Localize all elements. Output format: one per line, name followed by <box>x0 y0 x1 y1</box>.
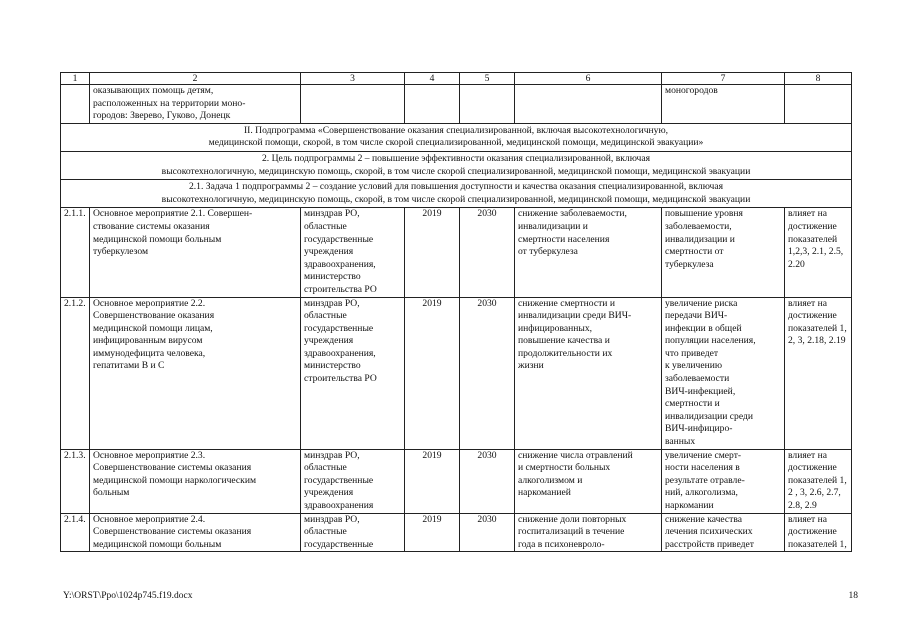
measure-executor-line: строительства РО <box>304 283 377 295</box>
measure-indicator-link-line: 2, 3, 2.18, 2.19 <box>788 335 846 347</box>
goal-row <box>61 151 852 179</box>
measure-name-line: инфицированным вирусом <box>93 335 203 347</box>
measure-expected-result-line: жизни <box>518 360 544 372</box>
cont-result-cell <box>515 85 662 124</box>
goal-heading <box>61 151 852 179</box>
measure-number: 2.1.3. <box>61 449 90 513</box>
cont-name-line: городов: Зверево, Гуково, Донецк <box>93 110 231 122</box>
measure-executor-line: областные <box>304 462 347 474</box>
cont-exec-cell <box>301 85 405 124</box>
footer-file-path: Y:\ORST\Ppo\1024p745.f19.docx <box>63 591 193 601</box>
measure-executor-line: учреждения <box>304 246 354 258</box>
measure-row <box>61 208 852 297</box>
measure-executor-line: министерство <box>304 360 361 372</box>
cont-start-cell <box>405 85 460 124</box>
measure-end-year: 2030 <box>460 449 515 513</box>
measure-nonrealization-effect-line: заболеваемости, <box>665 220 732 232</box>
measure-nonrealization-effect-line: результате отравле- <box>665 474 745 486</box>
measure-indicator-link-line: 1,2,3, 2.1, 2.5, <box>788 246 844 258</box>
measure-expected-result <box>515 208 662 297</box>
measure-expected-result-line: инфицированных, <box>518 322 593 334</box>
measure-executor <box>301 208 405 297</box>
col-number-4: 4 <box>405 73 460 85</box>
measure-executor-line: минздрав РО, <box>304 449 360 461</box>
cont-name-line: расположенных на территории моно- <box>93 97 246 109</box>
measure-expected-result-line: снижение заболеваемости, <box>518 208 627 220</box>
continued-row <box>61 85 852 124</box>
measure-nonrealization-effect-line: расстройств приведет <box>665 538 754 550</box>
measure-executor-line: министерство <box>304 271 361 283</box>
cont-link-cell <box>785 85 852 124</box>
measure-row <box>61 297 852 449</box>
measure-nonrealization-effect-line: увеличение смерт- <box>665 449 742 461</box>
measure-nonrealization-effect-line: инвалидизации среди <box>665 410 754 422</box>
measure-expected-result-line: от туберкулеза <box>518 246 578 258</box>
measure-name <box>90 449 301 513</box>
measure-nonrealization-effect-line: ний, алкоголизма, <box>665 487 738 499</box>
measure-executor-line: здравоохранения, <box>304 347 376 359</box>
task-line: 2.1. Задача 1 подпрограммы 2 – создание условий для повышения доступности и качества оказания специализированной, включая <box>188 181 723 193</box>
measure-row <box>61 449 852 513</box>
measure-nonrealization-effect-line: инвалидизации и <box>665 233 735 245</box>
measure-indicator-link-line: влияет на <box>788 297 827 309</box>
measure-indicator-link-line: показателей 1, <box>788 474 847 486</box>
cont-num-cell <box>61 85 90 124</box>
subprogram-heading-row <box>61 123 852 151</box>
measure-executor-line: учреждения <box>304 335 354 347</box>
cont-name-line: оказывающих помощь детям, <box>93 85 214 96</box>
measure-executor-line: государственные <box>304 538 374 550</box>
measure-nonrealization-effect-line: увеличение риска <box>665 297 738 309</box>
measure-executor <box>301 513 405 552</box>
measure-nonrealization-effect-line: заболеваемости <box>665 373 730 385</box>
measure-executor-line: государственные <box>304 474 374 486</box>
measure-expected-result-line: инвалидизации и <box>518 220 588 232</box>
measure-name-line: медицинской помощи больным <box>93 538 222 550</box>
measure-nonrealization-effect-line: повышение уровня <box>665 208 743 220</box>
measure-nonrealization-effect-line: передачи ВИЧ- <box>665 310 728 322</box>
measure-expected-result-line: снижение смертности и <box>518 297 615 309</box>
measure-expected-result-line: года в психоневроло- <box>518 538 605 550</box>
measure-name-line: иммунодефицита человека, <box>93 347 206 359</box>
measure-name <box>90 297 301 449</box>
measure-nonrealization-effect-line: наркомании <box>665 500 714 511</box>
measure-nonrealization-effect-line: ности населения в <box>665 462 740 474</box>
col-number-2: 2 <box>90 73 301 85</box>
measure-name-line: Основное мероприятие 2.3. <box>93 449 206 461</box>
measure-indicator-link-line: достижение <box>788 462 837 474</box>
measure-start-year: 2019 <box>405 208 460 297</box>
measure-name-line: Совершенствование оказания <box>93 310 215 322</box>
measure-indicator-link <box>785 513 852 552</box>
measure-expected-result-line: алкоголизмом и <box>518 474 583 486</box>
col-number-5: 5 <box>460 73 515 85</box>
measure-indicator-link-line: достижение <box>788 526 837 538</box>
measure-executor <box>301 297 405 449</box>
measure-nonrealization-effect-line: ВИЧ-инфекцией, <box>665 385 736 397</box>
measure-executor-line: областные <box>304 310 347 322</box>
measure-executor-line: здравоохранения <box>304 500 374 511</box>
measure-expected-result-line: снижение числа отравлений <box>518 449 633 461</box>
measure-name-line: медицинской помощи больным <box>93 233 222 245</box>
measure-name-line: ствование системы оказания <box>93 220 210 232</box>
measure-nonrealization-effect-line: смертности и <box>665 398 720 410</box>
measure-indicator-link-line: 2 , 3, 2.6, 2.7, <box>788 487 841 499</box>
measure-expected-result-line: повышение качества и <box>518 335 610 347</box>
measure-name-line: Основное мероприятие 2.4. <box>93 513 206 525</box>
measure-nonrealization-effect-line: снижение качества <box>665 513 743 525</box>
measure-indicator-link-line: показателей <box>788 233 838 245</box>
cont-effect-cell <box>662 85 785 124</box>
measure-nonrealization-effect-line: смертности от <box>665 246 724 258</box>
measure-expected-result-line: продолжительности их <box>518 347 613 359</box>
measure-name-line: гепатитами В и С <box>93 360 165 372</box>
measure-end-year: 2030 <box>460 513 515 552</box>
measure-nonrealization-effect-line: к увеличению <box>665 360 723 372</box>
measure-nonrealization-effect-line: туберкулеза <box>665 258 714 270</box>
measure-nonrealization-effect <box>662 297 785 449</box>
measure-name-line: туберкулезом <box>93 246 149 258</box>
measure-indicator-link-line: достижение <box>788 310 837 322</box>
measure-nonrealization-effect-line: ВИЧ-инфициро- <box>665 423 733 435</box>
measure-indicator-link-line: влияет на <box>788 208 827 220</box>
measure-row <box>61 513 852 552</box>
measure-executor-line: государственные <box>304 322 374 334</box>
measure-executor-line: областные <box>304 526 347 538</box>
footer-page-number: 18 <box>848 591 858 601</box>
measure-name-line: Совершенствование системы оказания <box>93 526 252 538</box>
measure-nonrealization-effect <box>662 449 785 513</box>
measure-executor-line: минздрав РО, <box>304 513 360 525</box>
measure-expected-result <box>515 297 662 449</box>
measure-executor-line: минздрав РО, <box>304 297 360 309</box>
measure-indicator-link <box>785 297 852 449</box>
col-number-1: 1 <box>61 73 90 85</box>
col-number-7: 7 <box>662 73 785 85</box>
measures-table <box>60 72 852 552</box>
measure-nonrealization-effect-line: что приведет <box>665 347 719 359</box>
measure-name-line: медицинской помощи лицам, <box>93 322 213 334</box>
subprogram-heading-line: медицинской помощи, скорой, в том числе скорой специализированной, медицинской помощи, медицинской эвакуации» <box>208 137 704 149</box>
measure-expected-result-line: смертности населения <box>518 233 610 245</box>
subprogram-heading <box>61 123 852 151</box>
measure-executor-line: областные <box>304 220 347 232</box>
measure-indicator-link-line: влияет на <box>788 449 827 461</box>
measure-executor-line: учреждения <box>304 487 354 499</box>
measure-executor-line: здравоохранения, <box>304 258 376 270</box>
column-number-row <box>61 73 852 85</box>
col-number-6: 6 <box>515 73 662 85</box>
measure-name-line: Основное мероприятие 2.1. Совершен- <box>93 208 253 220</box>
cont-end-cell <box>460 85 515 124</box>
measure-indicator-link-line: показателей 1, <box>788 538 847 550</box>
measure-nonrealization-effect <box>662 513 785 552</box>
measure-name-line: Основное мероприятие 2.2. <box>93 297 206 309</box>
measure-start-year: 2019 <box>405 513 460 552</box>
subprogram-heading-line: II. Подпрограмма «Совершенствование оказания специализированной, включая высокотехнологичную, <box>243 124 669 136</box>
measure-number: 2.1.2. <box>61 297 90 449</box>
measure-executor-line: строительства РО <box>304 373 377 385</box>
cont-name-cell <box>90 85 301 124</box>
goal-line: 2. Цель подпрограммы 2 – повышение эффективности оказания специализированной, включая <box>261 152 651 164</box>
measure-start-year: 2019 <box>405 449 460 513</box>
measure-expected-result-line: и смертности больных <box>518 462 611 474</box>
measure-nonrealization-effect <box>662 208 785 297</box>
measure-executor-line: государственные <box>304 233 374 245</box>
measure-end-year: 2030 <box>460 297 515 449</box>
measure-indicator-link <box>785 449 852 513</box>
measure-indicator-link <box>785 208 852 297</box>
measure-expected-result-line: наркоманией <box>518 487 571 499</box>
measure-indicator-link-line: влияет на <box>788 513 827 525</box>
col-number-8: 8 <box>785 73 852 85</box>
measure-expected-result <box>515 449 662 513</box>
measure-expected-result <box>515 513 662 552</box>
measure-name-line: Совершенствование системы оказания <box>93 462 252 474</box>
measure-executor-line: минздрав РО, <box>304 208 360 220</box>
measure-name <box>90 208 301 297</box>
measure-expected-result-line: снижение доли повторных <box>518 513 627 525</box>
measure-nonrealization-effect-line: инфекции в общей <box>665 322 742 334</box>
measure-nonrealization-effect-line: популяции населения, <box>665 335 756 347</box>
measure-end-year: 2030 <box>460 208 515 297</box>
measure-executor <box>301 449 405 513</box>
measure-indicator-link-line: 2.20 <box>788 258 805 270</box>
measure-name-line: больным <box>93 487 130 499</box>
measure-indicator-link-line: 2.8, 2.9 <box>788 500 817 511</box>
goal-line: высокотехнологичную, медицинскую помощь, скорой, в том числе скорой специализированной, медицинской помощи, медицинской эвакуации <box>161 165 751 177</box>
task-row <box>61 180 852 208</box>
task-heading <box>61 180 852 208</box>
measure-start-year: 2019 <box>405 297 460 449</box>
measure-nonrealization-effect-line: лечения психических <box>665 526 753 538</box>
col-number-3: 3 <box>301 73 405 85</box>
measure-number: 2.1.1. <box>61 208 90 297</box>
cont-effect-line: моногородов <box>665 85 718 96</box>
measure-name-line: медицинской помощи наркологическим <box>93 474 257 486</box>
task-line: высокотехнологичную, медицинскую помощь, скорой, в том числе скорой специализированной, медицинской помощи, медицинской эвакуации <box>161 193 751 205</box>
measure-expected-result-line: госпитализаций в течение <box>518 526 625 538</box>
measure-indicator-link-line: достижение <box>788 220 837 232</box>
measure-expected-result-line: инвалидизации среди ВИЧ- <box>518 310 632 322</box>
measure-nonrealization-effect-line: ванных <box>665 436 696 448</box>
measure-indicator-link-line: показателей 1, <box>788 322 847 334</box>
measure-number: 2.1.4. <box>61 513 90 552</box>
measure-name <box>90 513 301 552</box>
